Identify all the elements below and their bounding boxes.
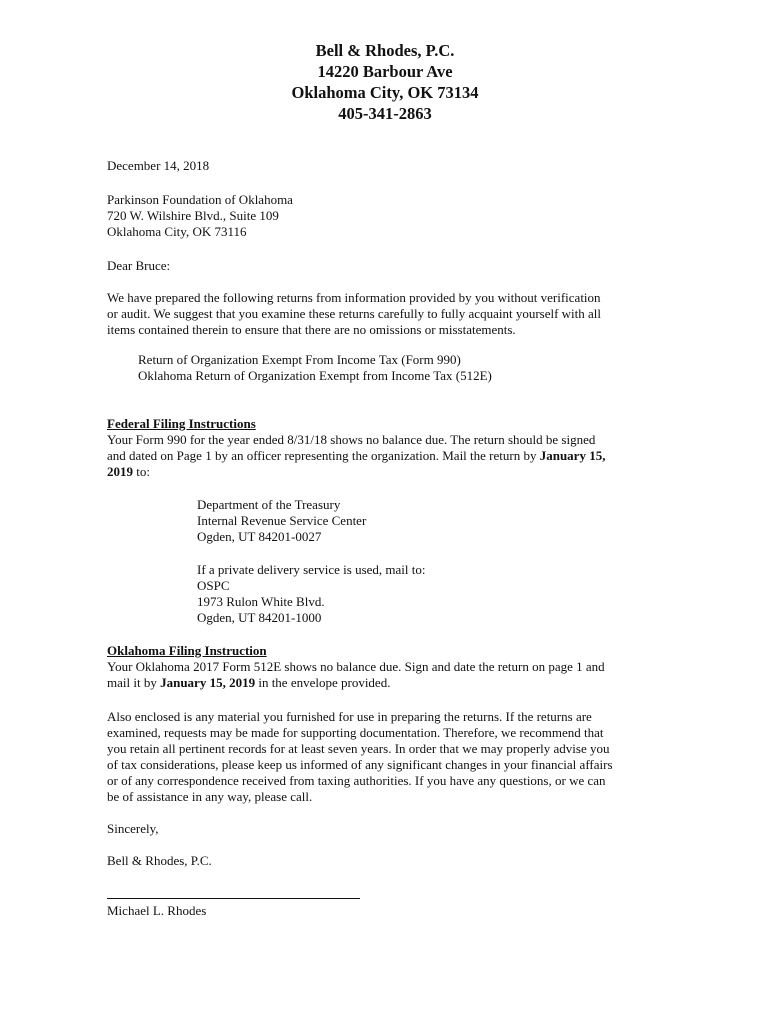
signature-line <box>107 898 360 899</box>
recipient-address-line-1: 720 W. Wilshire Blvd., Suite 109 <box>107 208 279 223</box>
deadline-text: January 15, <box>539 448 606 463</box>
private-delivery-intro: If a private delivery service is used, mail to: <box>197 562 426 577</box>
recipient-name: Parkinson Foundation of Oklahoma <box>107 192 293 207</box>
paragraph-line: Also enclosed is any material you furnished for use in preparing the returns. If the returns are <box>107 709 592 724</box>
paragraph-line: or of any correspondence received from taxing authorities. If you have any questions, or we can <box>107 773 606 788</box>
paragraph-line: or audit. We suggest that you examine these returns carefully to fully acquaint yourself with all <box>107 306 602 321</box>
federal-section <box>107 416 652 480</box>
signature-firm: Bell & Rhodes, P.C. <box>107 853 212 868</box>
signoff: Sincerely, <box>107 821 159 836</box>
firm-name: Bell & Rhodes, P.C. <box>315 41 455 60</box>
return-item: Oklahoma Return of Organization Exempt from Income Tax (512E) <box>138 368 492 383</box>
text-run: to: <box>133 464 150 479</box>
address-line: Internal Revenue Service Center <box>197 513 367 528</box>
deadline-text: January 15, 2019 <box>160 675 256 690</box>
address-line: Department of the Treasury <box>197 497 341 512</box>
returns-list <box>138 352 683 384</box>
paragraph-line <box>107 448 652 464</box>
recipient-address <box>107 192 652 240</box>
intro-paragraph <box>107 290 652 338</box>
signer-name: Michael L. Rhodes <box>107 903 207 918</box>
paragraph-line <box>107 675 652 691</box>
paragraph-line: Your Form 990 for the year ended 8/31/18 shows no balance due. The return should be signed <box>107 432 596 447</box>
firm-street: 14220 Barbour Ave <box>317 62 453 81</box>
federal-section-title: Federal Filing Instructions <box>107 416 256 431</box>
paragraph-line: be of assistance in any way, please call. <box>107 789 313 804</box>
text-run: in the envelope provided. <box>255 675 391 690</box>
paragraph-line: you retain all pertinent records for at least seven years. In order that we may properly advise you <box>107 741 610 756</box>
closing-paragraph <box>107 709 652 805</box>
firm-phone: 405-341-2863 <box>338 104 432 123</box>
irs-address <box>197 497 742 545</box>
text-run: mail it by <box>107 675 161 690</box>
oklahoma-section <box>107 643 652 691</box>
address-line: Ogden, UT 84201-1000 <box>197 610 322 625</box>
salutation: Dear Bruce: <box>107 258 171 273</box>
text-run: and dated on Page 1 by an officer representing the organization. Mail the return by <box>107 448 540 463</box>
address-line: 1973 Rulon White Blvd. <box>197 594 325 609</box>
paragraph-line: We have prepared the following returns from information provided by you without verification <box>107 290 601 305</box>
paragraph-line: items contained therein to ensure that there are no omissions or misstatements. <box>107 322 516 337</box>
oklahoma-section-title: Oklahoma Filing Instruction <box>107 643 267 658</box>
paragraph-line: examined, requests may be made for supporting documentation. Therefore, we recommend that <box>107 725 604 740</box>
paragraph-line: of tax considerations, please keep us informed of any significant changes in your financial affairs <box>107 757 613 772</box>
address-line: Ogden, UT 84201-0027 <box>197 529 322 544</box>
deadline-year: 2019 <box>107 464 133 479</box>
paragraph-line: Your Oklahoma 2017 Form 512E shows no balance due. Sign and date the return on page 1 and <box>107 659 605 674</box>
return-item: Return of Organization Exempt From Income Tax (Form 990) <box>138 352 461 367</box>
letterhead <box>0 40 770 124</box>
firm-city: Oklahoma City, OK 73134 <box>291 83 479 102</box>
private-delivery-address <box>197 562 742 626</box>
address-line: OSPC <box>197 578 230 593</box>
recipient-address-line-2: Oklahoma City, OK 73116 <box>107 224 247 239</box>
paragraph-line <box>107 464 652 480</box>
letter-date: December 14, 2018 <box>107 158 210 173</box>
